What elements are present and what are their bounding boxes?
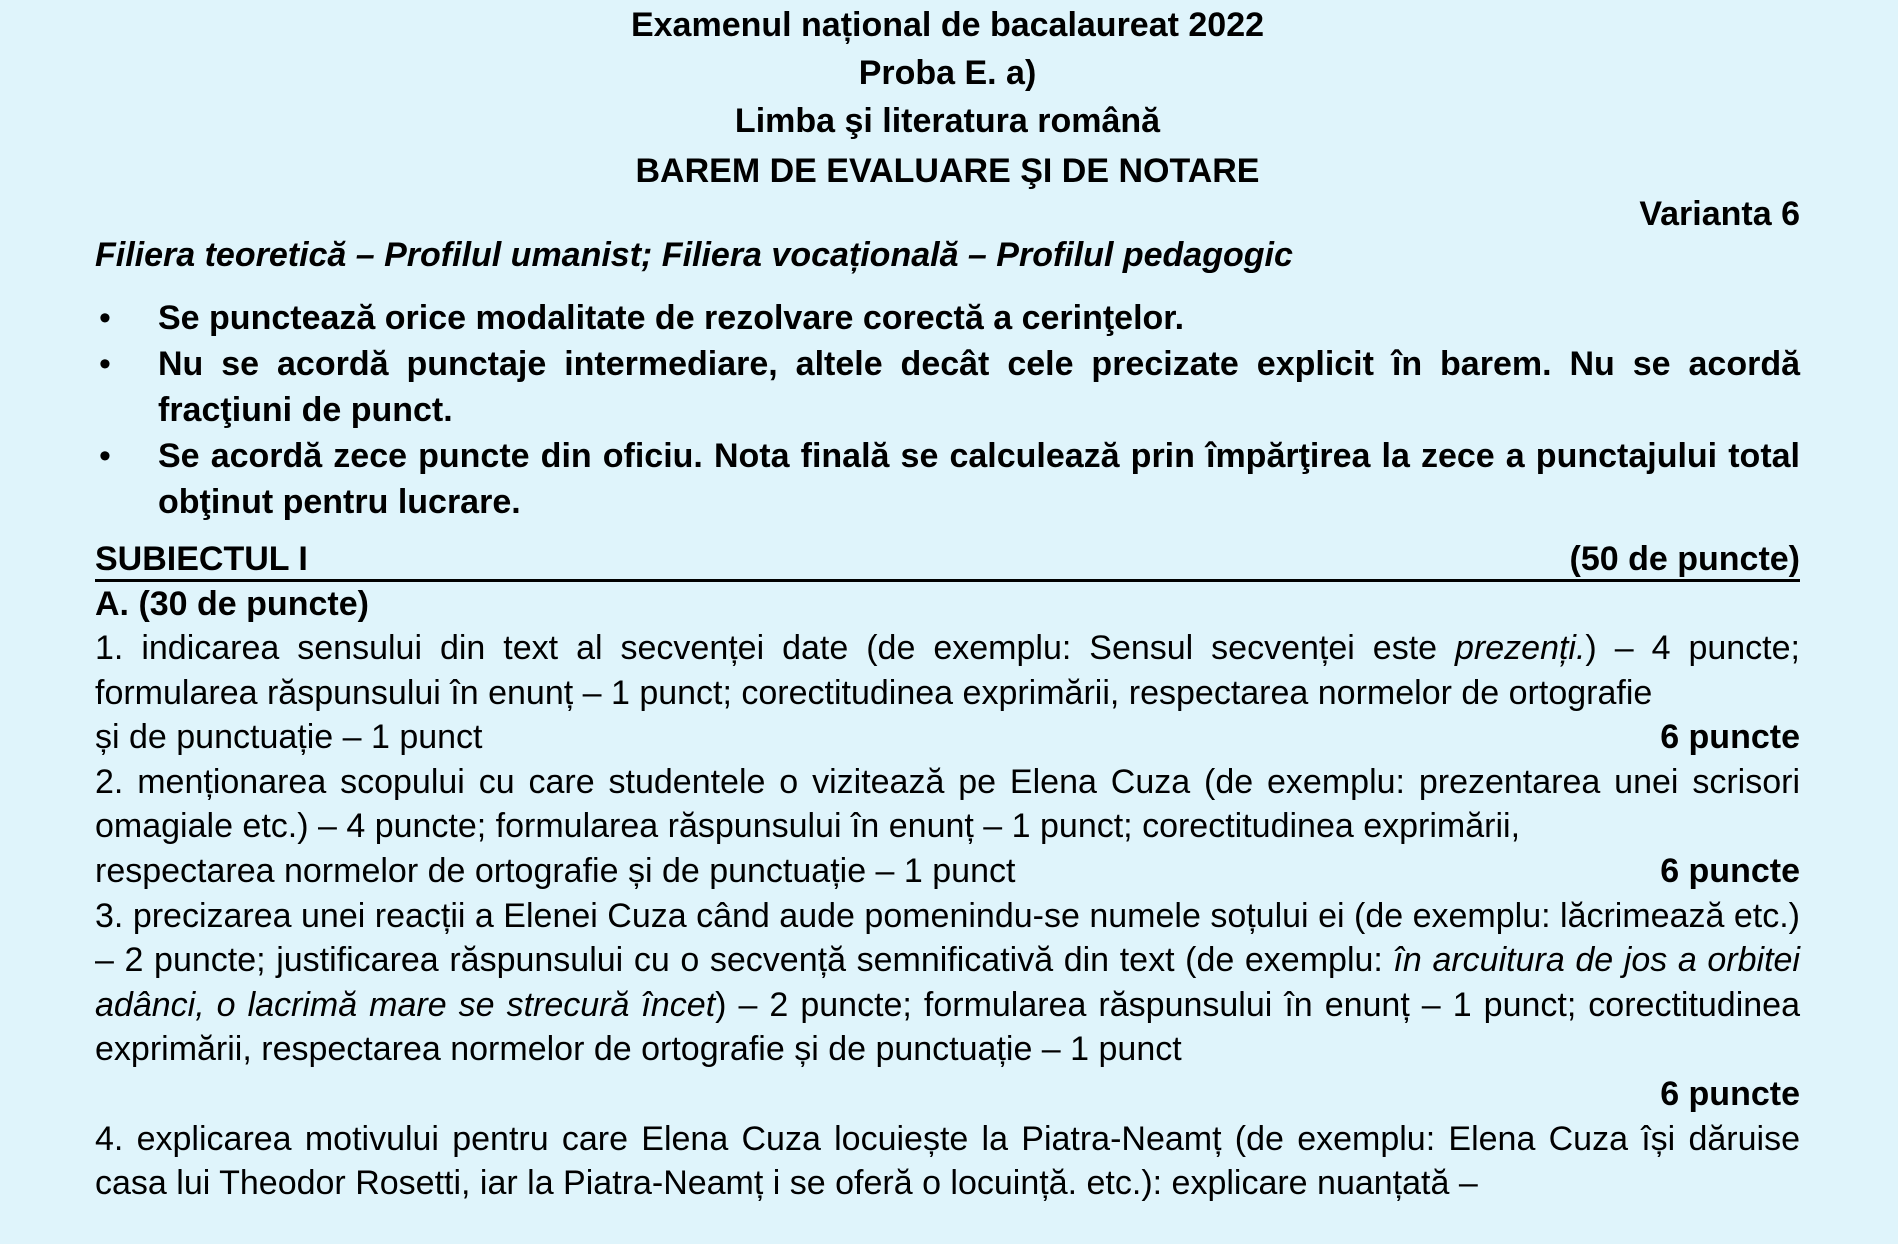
item-1-last-line — [95, 715, 1800, 760]
bullet-icon: • — [99, 437, 111, 475]
item-4 — [95, 1117, 1800, 1206]
item-3-example: în arcuitura de jos a orbitei adânci, o lacrimă mare se strecură încet — [95, 941, 1800, 1024]
item-2-last: respectarea normelor de ortografie și de punctuație – 1 punct — [95, 851, 1016, 890]
exam-subject: Limba şi literatura română — [734, 102, 1161, 140]
rule-item — [95, 433, 1800, 525]
item-1-points: 6 puncte — [1660, 718, 1800, 757]
exam-title: Examenul național de bacalaureat 2022 — [630, 6, 1265, 44]
rule-text: Se punctează orice modalitate de rezolvare corectă a cerinţelor. — [158, 299, 1185, 337]
rule-item — [95, 341, 1800, 433]
rule-text: Se acordă zece puncte din oficiu. Nota finală se calculează prin împărţirea la zece a punctajului total obţinut pentru lucrare. — [158, 437, 1800, 521]
document-page — [95, 0, 1800, 1206]
item-1-text-cont: ) – 4 puncte; formularea răspunsului în enunț – 1 punct; corectitudinea exprimării, respectarea normelor de ortografie — [95, 629, 1800, 712]
rules-list — [95, 295, 1800, 525]
variant-label: Varianta 6 — [1639, 195, 1800, 233]
subject-points: (50 de puncte) — [1569, 540, 1800, 578]
item-1 — [95, 626, 1800, 760]
item-2 — [95, 760, 1800, 894]
item-1-example: prezenți. — [1455, 629, 1586, 667]
section-a-heading: A. (30 de puncte) — [95, 585, 369, 623]
barem-title: BAREM DE EVALUARE ŞI DE NOTARE — [635, 152, 1260, 190]
item-2-points: 6 puncte — [1660, 851, 1800, 890]
bullet-icon: • — [99, 345, 111, 383]
item-3-text-cont: ) – 2 puncte; formularea răspunsului în enunț – 1 punct; corectitudinea exprimării, respectarea normelor de ortografie și de punctuație – 1 punct — [95, 985, 1800, 1069]
item-4-text: 4. explicarea motivului pentru care Elena Cuza locuiește la Piatra-Neamț (de exemplu: Elena Cuza își dăruise casa lui Theodor Rosetti, iar la Piatra-Neamț i se oferă o locuință. etc.): explicare nuanțată – — [95, 1119, 1800, 1203]
exam-proba: Proba E. a) — [858, 54, 1037, 92]
rule-item — [95, 295, 1800, 341]
subject-heading — [95, 539, 1800, 582]
item-2-last-line — [95, 849, 1800, 894]
item-3-text: 3. precizarea unei reacții a Elenei Cuza când aude pomenindu-se numele soțului ei (de exemplu: lăcrimează etc.) – 2 puncte; justificarea răspunsului cu o secvență semnificativă din text (de exemplu: — [95, 896, 1800, 980]
item-3-points: 6 puncte — [1660, 1074, 1800, 1113]
item-2-text: 2. menționarea scopului cu care studentele o vizitează pe Elena Cuza (de exemplu: prezentarea unei scrisori omagiale etc.) – 4 puncte; formularea răspunsului în enunț – 1 punct; corectitudinea exprimării, — [95, 762, 1800, 846]
item-1-text: 1. indicarea sensului din text al secvenței date (de exemplu: Sensul secvenței este — [95, 629, 1456, 667]
bullet-icon: • — [99, 299, 111, 337]
item-1-last: și de punctuație – 1 punct — [95, 718, 483, 757]
filiera-line: Filiera teoretică – Profilul umanist; Filiera vocațională – Profilul pedagogic — [95, 236, 1293, 274]
rule-text: Nu se acordă punctaje intermediare, altele decât cele precizate explicit în barem. Nu se acordă fracţiuni de punct. — [158, 345, 1800, 429]
subject-title: SUBIECTUL I — [95, 540, 308, 578]
item-3 — [95, 894, 1800, 1072]
